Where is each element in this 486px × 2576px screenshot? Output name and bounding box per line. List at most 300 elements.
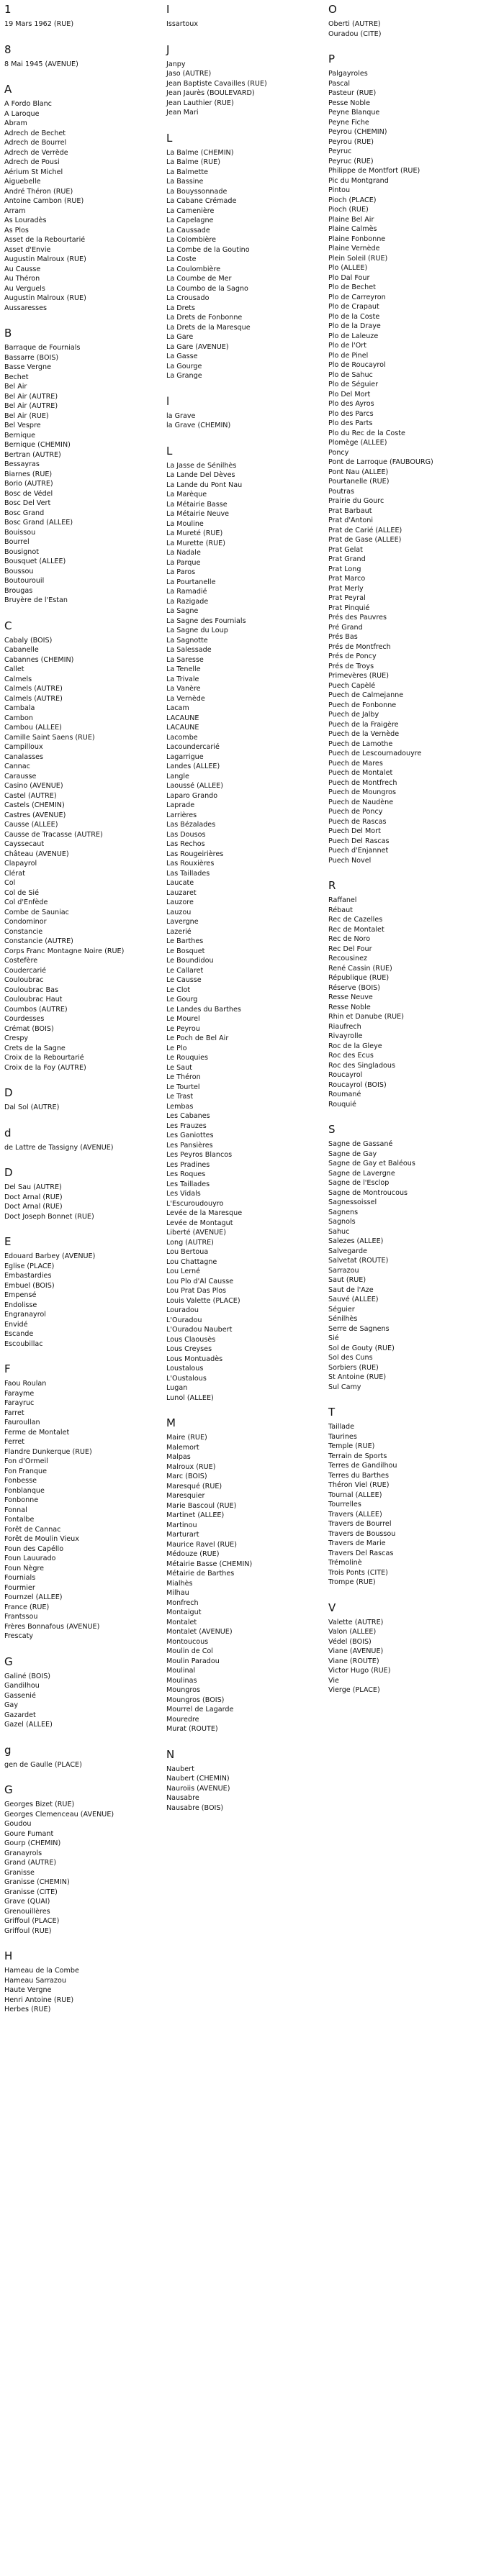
street-entry: Le Poch de Bel Air (166, 1034, 229, 1042)
letter-group (4, 1166, 162, 1221)
street-entry: Envidé (4, 1320, 28, 1329)
street-entry: Biarnes (RUE) (4, 470, 53, 478)
street-entry: Bosc Del Vert (4, 499, 51, 507)
letter-group (4, 1235, 162, 1349)
street-entry: Roucayrol (BOIS) (328, 1080, 387, 1089)
street-entry: Dal Sol (AUTRE) (4, 1103, 60, 1111)
street-entry: Condominor (4, 918, 47, 926)
letter-heading: l (166, 394, 170, 408)
letter-group (166, 1748, 324, 1813)
street-entry: La Métairie Basse (166, 500, 228, 509)
street-entry: Prat Long (328, 565, 361, 573)
street-entry: Puech de Calmejanne (328, 691, 404, 699)
street-entry: La Jasse de Sénilhès (166, 461, 237, 470)
street-entry: Plaine Calmès (328, 225, 377, 233)
street-entry: Puech de Poncy (328, 808, 383, 816)
street-entry: Pont Nau (ALLEE) (328, 468, 389, 476)
street-entry: La Lande du Pont Nau (166, 481, 243, 489)
street-entry: La Crousado (166, 294, 210, 302)
street-entry: Gourp (CHEMIN) (4, 1839, 61, 1847)
street-entry: Métairie Basse (CHEMIN) (166, 1560, 253, 1568)
street-entry: Plo du Rec de la Coste (328, 429, 405, 437)
street-entry: Trompe (RUE) (328, 1578, 376, 1586)
street-entry: Costefère (4, 957, 38, 965)
street-entry: Travers Del Rascas (328, 1549, 394, 1557)
street-entry: Fonblanque (4, 1486, 45, 1495)
street-entry: Louradou (166, 1306, 199, 1314)
letter-heading: O (328, 3, 337, 16)
letter-heading: 1 (4, 3, 12, 16)
street-entry: Le Causse (166, 976, 202, 984)
street-entry: Le Landes du Barthes (166, 1005, 241, 1014)
street-entry: Naubert (166, 1765, 194, 1773)
street-entry: La Lande Del Dèves (166, 471, 235, 479)
street-entry: gen de Gaulle (PLACE) (4, 1760, 82, 1769)
letter-group (4, 43, 162, 70)
street-entry: Taillade (328, 1423, 355, 1431)
street-entry: Prat Gelat (328, 545, 363, 554)
street-entry: Cabanelle (4, 646, 39, 654)
letter-heading: V (328, 1601, 336, 1614)
street-entry: Goure Fumant (4, 1829, 54, 1838)
street-entry: Las Dousos (166, 830, 206, 839)
street-entry: Puech d'Enjannet (328, 847, 389, 855)
street-entry: Goudou (4, 1820, 32, 1828)
street-entry: Pintou (328, 186, 351, 194)
street-entry: Basse Vergne (4, 363, 51, 371)
street-entry: Haute Vergne (4, 1986, 52, 1994)
street-entry: Las Rechos (166, 840, 205, 848)
street-entry: Pourtanelle (RUE) (328, 478, 390, 486)
street-entry: Bel Air (RUE) (4, 411, 49, 420)
street-entry: Cambon (4, 714, 33, 722)
street-entry: Prat Peyral (328, 594, 366, 602)
street-entry: Montalet (166, 1618, 197, 1626)
street-entry: Le Rouquies (166, 1054, 209, 1062)
street-entry: Fournials (4, 1574, 36, 1582)
street-entry: Saut de l'Aze (328, 1285, 374, 1294)
street-entry: La Coste (166, 255, 197, 263)
street-entry: Las Bézalades (166, 821, 216, 829)
street-entry: Constancie (4, 927, 43, 936)
street-entry: Abram (4, 119, 27, 127)
street-entry: Tourrelles (328, 1501, 361, 1508)
street-entry: Laoussé (ALLEE) (166, 782, 223, 790)
letter-group (4, 83, 162, 313)
street-entry: Plo de la Draye (328, 322, 381, 330)
letter-group (4, 1127, 162, 1153)
letter-group (4, 1783, 162, 1936)
street-entry: Castel (AUTRE) (4, 791, 57, 800)
street-entry: Travers (ALLEE) (328, 1510, 382, 1519)
street-entry: Le Clot (166, 986, 191, 994)
street-entry: Lous Creyses (166, 1345, 212, 1353)
street-entry: Védel (BOIS) (328, 1637, 372, 1646)
street-entry: La Tenelle (166, 665, 201, 673)
street-entry: Del Sau (AUTRE) (4, 1183, 62, 1191)
street-entry: La Grange (166, 372, 202, 380)
street-entry: la Grave (166, 411, 196, 420)
letter-group (166, 132, 324, 381)
letter-heading: L (166, 131, 173, 145)
street-entry: La Sagne du Loup (166, 627, 228, 634)
street-entry: Las Rouxières (166, 860, 215, 868)
street-entry: Lazerié (166, 927, 192, 936)
letter-group (328, 53, 486, 865)
street-entry: Cambou (ALLEE) (4, 724, 62, 732)
street-entry: Montoucous (166, 1637, 209, 1646)
letter-heading: J (166, 42, 170, 56)
letter-group (166, 43, 324, 118)
street-entry: Lacombe (166, 733, 198, 742)
street-entry: A Fordo Blanc (4, 100, 52, 108)
letter-heading: T (328, 1406, 336, 1419)
street-entry: La Pourtanelle (166, 578, 216, 586)
street-entry: Prés de Montfrech (328, 642, 391, 651)
street-entry: Adrech de Pousi (4, 158, 60, 166)
street-entry: Palgayroles (328, 70, 368, 78)
letter-heading: D (4, 1166, 13, 1179)
street-entry: Carausse (4, 772, 37, 780)
letter-heading: M (166, 1416, 176, 1429)
street-entry: Le Callaret (166, 966, 204, 975)
street-entry: La Caussade (166, 226, 210, 235)
street-entry: Endolisse (4, 1301, 37, 1309)
street-entry: Gay (4, 1701, 18, 1709)
street-entry: Bechet (4, 373, 29, 381)
street-entry: L'Ouradou (166, 1316, 202, 1324)
street-entry: La Nadale (166, 549, 201, 557)
street-entry: Taurines (328, 1432, 357, 1441)
street-entry: LACAUNE (166, 714, 199, 722)
letter-group (4, 1655, 162, 1730)
street-entry: Le Barthes (166, 937, 204, 945)
street-entry: Foun Nègre (4, 1564, 45, 1573)
letter-group (4, 327, 162, 606)
street-entry: Moungros (166, 1686, 200, 1694)
street-entry: France (RUE) (4, 1603, 50, 1611)
street-entry: Bel Air (AUTRE) (4, 392, 58, 401)
street-entry: Le Saut (166, 1063, 192, 1072)
street-entry: La Drets de Fonbonne (166, 314, 243, 322)
street-entry: Resse Neuve (328, 993, 373, 1001)
street-entry: Plo de Laleuze (328, 332, 379, 340)
street-entry: Croix de la Foy (AUTRE) (4, 1063, 86, 1072)
street-entry: Moungros (BOIS) (166, 1696, 225, 1704)
street-entry: Sagnens (328, 1208, 359, 1216)
street-entry: Issartoux (166, 20, 199, 28)
street-entry: Couloubrac (4, 976, 44, 984)
street-entry: Foun des Capéllo (4, 1544, 64, 1553)
street-entry: Sagne de Montroucous (328, 1188, 408, 1197)
street-entry: Croix de la Rebourtarié (4, 1054, 84, 1062)
street-entry: Pasteur (RUE) (328, 89, 377, 97)
street-entry: La Balmette (166, 168, 209, 176)
letter-group (4, 1086, 162, 1113)
street-entry: Sagne de Gay (328, 1150, 377, 1158)
street-entry: Doct Joseph Bonnet (RUE) (4, 1212, 94, 1221)
street-entry: Augustin Malroux (RUE) (4, 255, 86, 263)
street-entry: Puech de Naudène (328, 798, 394, 806)
street-entry: Augustin Malroux (RUE) (4, 294, 86, 302)
street-entry: Lacoundercarié (166, 743, 220, 751)
street-entry: Escande (4, 1330, 34, 1338)
street-entry: Sahuc (328, 1227, 350, 1236)
street-entry: Gandilhou (4, 1682, 40, 1690)
street-entry: Terres du Barthes (328, 1471, 389, 1480)
street-entry: Adrech de Bechet (4, 129, 66, 137)
street-entry: Recousinez (328, 955, 368, 962)
street-entry: Laucate (166, 879, 194, 887)
street-entry: Eglise (PLACE) (4, 1262, 55, 1270)
street-entry: Ouradou (CITE) (328, 29, 382, 38)
street-entry: A Laroque (4, 109, 40, 118)
street-entry: Fon Franque (4, 1467, 47, 1475)
street-entry: République (RUE) (328, 974, 390, 982)
street-entry: Raffanel (328, 896, 357, 904)
street-entry: Doct Arnal (RUE) (4, 1203, 63, 1211)
street-entry: Col d'Enfède (4, 898, 48, 906)
street-entry: Long (AUTRE) (166, 1238, 214, 1247)
street-entry: Lou Plo d'Al Causse (166, 1277, 234, 1285)
street-entry: Primevères (RUE) (328, 672, 389, 680)
street-entry: Sauvé (ALLEE) (328, 1296, 379, 1303)
street-entry: Levée de la Maresque (166, 1209, 243, 1217)
street-entry: La Combe de la Goutino (166, 245, 250, 254)
letter-group (4, 3, 162, 29)
street-entry: Las Taillades (166, 869, 210, 878)
street-entry: Mialhès (166, 1579, 193, 1588)
street-entry: Canalasses (4, 752, 43, 761)
street-entry: Causse de Tracasse (AUTRE) (4, 830, 103, 839)
street-entry: Plaine Vernède (328, 245, 380, 252)
street-entry: Malemort (166, 1443, 199, 1452)
street-entry: Plo (ALLEE) (328, 264, 368, 272)
street-entry: Puech de Rascas (328, 817, 387, 826)
street-entry: Monfrech (166, 1598, 199, 1607)
street-entry: Georges Clemenceau (AVENUE) (4, 1810, 114, 1819)
street-entry: Fonbesse (4, 1477, 37, 1485)
street-entry: Plo de Roucayrol (328, 361, 386, 369)
street-entry: Combe de Sauniac (4, 908, 69, 916)
street-entry: Fonnal (4, 1506, 27, 1514)
street-entry: Sol de Gouty (RUE) (328, 1344, 395, 1352)
street-entry: Barraque de Fournials (4, 344, 81, 352)
street-entry: Sagne de Gassané (328, 1140, 393, 1148)
street-entry: Nausabre (166, 1794, 199, 1802)
street-entry: Salezes (ALLEE) (328, 1237, 384, 1245)
letter-heading: A (4, 83, 12, 96)
street-entry: Landes (ALLEE) (166, 763, 220, 770)
street-entry: Georges Bizet (RUE) (4, 1801, 75, 1808)
street-entry: Lous Montuadès (166, 1355, 223, 1363)
street-entry: Antoine Cambon (RUE) (4, 197, 84, 205)
street-entry: Rec Del Four (328, 945, 372, 953)
street-entry: Moulinal (166, 1667, 196, 1675)
letter-heading: C (4, 619, 12, 632)
street-entry: Galiné (BOIS) (4, 1672, 51, 1680)
street-entry: Prat Pinquié (328, 604, 370, 612)
street-entry: Couloubrac Haut (4, 996, 63, 1003)
street-entry: Griffoul (PLACE) (4, 1917, 60, 1925)
street-entry: Forêt de Moulin Vieux (4, 1535, 79, 1543)
street-entry: Clapayrol (4, 860, 37, 868)
street-entry: Gazardet (4, 1711, 36, 1719)
letter-group (4, 619, 162, 1073)
street-entry: Hameau Sarrazou (4, 1976, 66, 1985)
street-entry: Maire (RUE) (166, 1434, 207, 1442)
street-entry: La Mureté (RUE) (166, 529, 223, 537)
street-entry: Hameau de la Combe (4, 1967, 79, 1975)
street-entry: Pioch (PLACE) (328, 196, 377, 204)
street-entry: Aérium St Michel (4, 168, 63, 176)
street-entry: Les Taillades (166, 1180, 210, 1188)
street-entry: La Murette (RUE) (166, 539, 225, 547)
street-entry: Rébaut (328, 906, 353, 914)
letter-group (328, 1406, 486, 1588)
street-entry: Maresquier (166, 1492, 205, 1500)
street-entry: Boutourouil (4, 577, 45, 585)
street-entry: de Lattre de Tassigny (AVENUE) (4, 1143, 114, 1152)
street-entry: Marie Bascoul (RUE) (166, 1501, 237, 1510)
street-entry: La Razigade (166, 597, 209, 606)
street-entry: Bouissou (4, 528, 36, 537)
street-entry: Brougas (4, 586, 33, 595)
street-entry: Valon (ALLEE) (328, 1628, 377, 1636)
street-entry: Fourmier (4, 1583, 35, 1592)
street-entry: Boussou (4, 567, 34, 575)
street-entry: Milhau (166, 1589, 189, 1597)
street-entry: Peyrou (RUE) (328, 137, 374, 146)
street-entry: Puech de Mares (328, 759, 383, 768)
street-entry: Temple (RUE) (328, 1442, 375, 1450)
street-entry: Camille Saint Saens (RUE) (4, 733, 95, 742)
street-entry: La Parque (166, 558, 201, 567)
street-entry: Bassarre (BOIS) (4, 353, 59, 362)
street-entry: La Capelagne (166, 217, 214, 224)
letter-group (4, 1949, 162, 2015)
street-entry: Rhin et Danube (RUE) (328, 1013, 404, 1021)
street-entry: La Camenière (166, 206, 215, 215)
street-entry: Théron Viel (RUE) (328, 1481, 390, 1489)
street-entry: Cannac (4, 763, 30, 770)
letter-group (4, 1362, 162, 1642)
street-entry: Coumbos (AUTRE) (4, 1005, 68, 1014)
street-entry: Jean Baptiste Cavailles (RUE) (166, 79, 267, 88)
letter-heading: P (328, 53, 336, 65)
street-entry: Puech de Lamothe (328, 739, 393, 748)
street-entry: La Trivale (166, 675, 199, 683)
street-entry: la Grave (CHEMIN) (166, 422, 231, 429)
street-entry: Viane (AVENUE) (328, 1647, 384, 1655)
street-entry: Foun Lauurado (4, 1555, 56, 1562)
street-entry: Jean Lauthier (RUE) (166, 99, 234, 107)
street-entry: Salvetat (ROUTE) (328, 1257, 389, 1265)
street-entry: Roc des Ecus (328, 1052, 374, 1060)
letter-group (328, 879, 486, 1109)
street-entry: Marc (BOIS) (166, 1473, 207, 1480)
street-entry: Le Trast (166, 1093, 194, 1101)
street-entry: Prés des Pauvres (328, 614, 387, 622)
street-entry: Empensé (4, 1291, 37, 1299)
street-entry: Bessayras (4, 460, 40, 468)
street-entry: 19 Mars 1962 (RUE) (4, 20, 74, 28)
street-entry: La Coulombière (166, 265, 221, 273)
street-entry: Serre de Sagnens (328, 1324, 390, 1333)
street-entry: Granisse (CITE) (4, 1888, 58, 1896)
letter-heading: R (328, 879, 336, 892)
street-entry: Peyruc (328, 147, 352, 155)
street-entry: Prat Marco (328, 575, 366, 583)
letter-heading: I (166, 3, 170, 16)
street-entry: Marturart (166, 1531, 199, 1539)
street-entry: Sénilhès (328, 1315, 358, 1323)
street-entry: Viane (ROUTE) (328, 1657, 379, 1665)
street-entry: Adrech de Bourrel (4, 139, 67, 147)
street-entry: Rivayrolle (328, 1032, 363, 1040)
street-entry: Granayrols (4, 1849, 42, 1857)
street-entry: Montaigut (166, 1608, 202, 1616)
street-entry: Crets de la Sagne (4, 1044, 66, 1052)
street-entry: Lauzou (166, 908, 192, 916)
street-entry: La Bouyssonnade (166, 187, 228, 196)
street-entry: Bel Air (4, 383, 27, 391)
street-entry: Bertran (AUTRE) (4, 450, 61, 459)
street-entry: Levée de Montagut (166, 1219, 233, 1227)
street-entry: Mourrel de Lagarde (166, 1706, 234, 1713)
street-entry: Plomège (ALLEE) (328, 439, 387, 447)
street-entry: Farayme (4, 1389, 35, 1398)
street-entry: Plo Del Mort (328, 390, 371, 399)
street-entry: Moulin Paradou (166, 1657, 220, 1665)
street-entry: Henri Antoine (RUE) (4, 1995, 74, 2004)
street-entry: Prés de Troys (328, 662, 374, 670)
street-entry: Mouredre (166, 1715, 199, 1724)
street-entry: Castres (AVENUE) (4, 811, 66, 819)
street-entry: Embastardies (4, 1272, 52, 1280)
street-entry: Bernique (4, 431, 36, 440)
street-entry: Bosc Grand (ALLEE) (4, 519, 73, 527)
street-entry: La Bassine (166, 178, 204, 186)
street-entry: Puech Capèlé (328, 681, 376, 690)
street-entry: Lugan (166, 1384, 188, 1392)
street-entry: La Sagne des Fournials (166, 616, 246, 625)
street-entry: Resse Noble (328, 1003, 371, 1011)
street-entry: Roumané (328, 1091, 361, 1098)
street-entry: L'Ouradou Naubert (166, 1326, 233, 1334)
street-entry: Les Ganiottes (166, 1132, 214, 1139)
street-entry: Grand (AUTRE) (4, 1859, 57, 1867)
street-entry: Sagne de l'Esclop (328, 1179, 390, 1187)
street-entry: Bernique (CHEMIN) (4, 441, 71, 449)
street-entry: Cambala (4, 704, 35, 712)
street-entry: Prat Merly (328, 584, 364, 593)
street-entry: Crespy (4, 1034, 29, 1042)
street-entry: Puech de Montalet (328, 769, 393, 777)
street-entry: Moulinas (166, 1676, 197, 1685)
street-entry: Montalet (AVENUE) (166, 1628, 233, 1636)
street-entry: Le Plo (166, 1044, 187, 1052)
street-entry: Louis Valette (PLACE) (166, 1296, 240, 1305)
letter-heading: G (4, 1783, 13, 1796)
street-entry: Nauroiis (AVENUE) (166, 1784, 230, 1793)
street-entry: Nausabre (BOIS) (166, 1803, 224, 1812)
street-entry: Jean Jaurès (BOULEVARD) (166, 89, 255, 97)
street-entry: Lunol (ALLEE) (166, 1393, 214, 1402)
street-entry: Moulin de Col (166, 1647, 213, 1655)
index-column-1 (0, 3, 162, 2029)
letter-heading: H (4, 1949, 13, 1962)
